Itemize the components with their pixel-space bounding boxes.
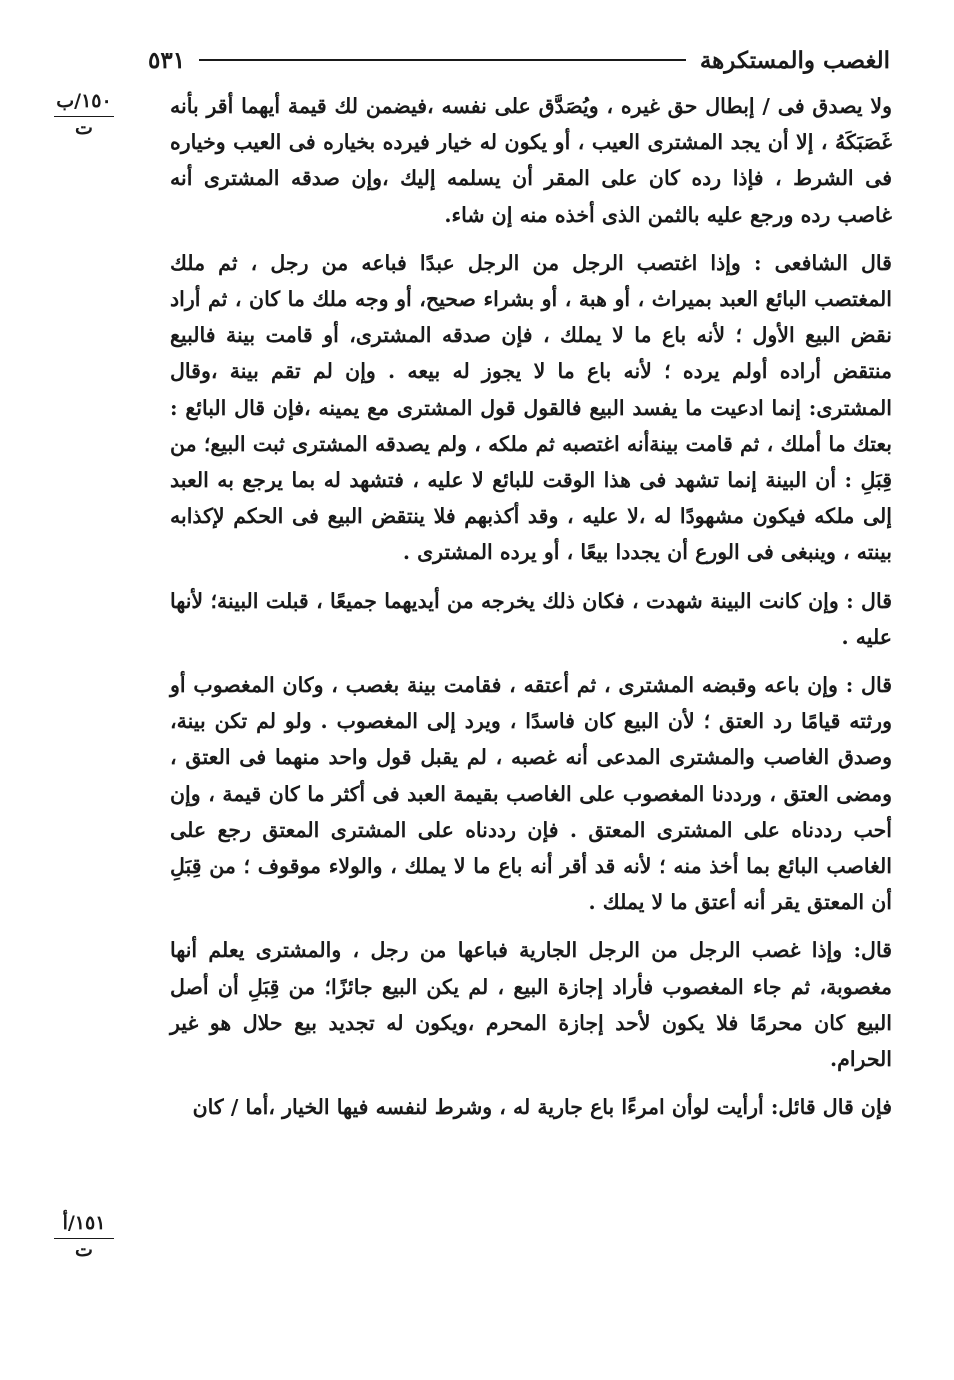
paragraph-lead: قال الشافعى : [753,250,892,275]
margin-folio-note [48,1214,120,1261]
running-header [148,40,890,80]
margin-folio-sub: ت [75,1238,93,1261]
paragraph-text: وإذا اغتصب الرجل من الرجل عبدًا فباعه من رجل ، ثم ملك المغتصب البائع العبد بميراث ، أو هبة ، أو بشراء صحيح، أو وجه ملك ما كان ، ثم أراد نقض البيع الأول ؛ لأنه باع ما لا يملك ، فإن صدقه المشترى، أو قامت بينة فالبيع منتقض أراده أولم يرده ؛ لأنه باع ما لا يجوز له بيعه . وإن لم تقم بينة ،وقال المشترى: إنما ادعيت ما يفسد البيع فالقول قول المشترى مع يمينه ،فإن قال البائع : بعتك ما أملك ، ثم قامت بينةأنه اغتصبه ثم ملكه ، ولم يصدقه المشترى ثبت البيع؛ من قِبَلِ : أن البينة إنما تشهد فى هذا الوقت للبائع لا عليه ، فتشهد له بما يرجع به العبد إلى ملكه فيكون مشهودًا له ،لا عليه ، وقد أكذبهم فلا ينتقض البيع فى الحكم لإكذابه بينته ، وينبغى فى الورع أن يجددا بيعًا ، أو يرده المشترى . [170,250,892,565]
paragraph-text: قال: وإذا غصب الرجل من الرجل الجارية فباعها من رجل ، والمشترى يعلم أنها مغصوبة، ثم جاء المغصوب فأراد إجازة البيع ، لم يكن البيع جائزًا؛ من قِبَلِ أن أصل البيع كان محرمًا فلا يكون لأحد إجازة المحرم ،ويكون له تجديد بيع حلال هو غير الحرام. [170,938,892,1072]
paragraph [170,667,892,920]
margin-folio-note [48,92,120,139]
main-text [170,88,892,1137]
paragraph [170,1089,892,1125]
paragraph-text: ولا يصدق فى / إبطال حق غيره ، ويُصَدَّق على نفسه ،فيضمن لك قيمة أيهما أقر بأنه غَصَبَكَهُ ، إلا أن يجد المشترى العيب ، أو يكون له خيار فيرده بخياره فى العيب وخياره فى الشرط ، فإذا رده كان على المقر أن يسلمه إليك ،وإن صدقه المشترى أنه غاصب رده ورجع عليه بالثمن الذى أخذه منه إن شاء. [170,94,892,227]
paragraph-text: قال : وإن كانت البينة شهدت ، فكان ذلك يخرجه من أيديهما جميعًا ، قبلت البينة؛ لأنها عليه . [170,588,892,649]
page-number: ٥٣١ [148,46,186,74]
paragraph [170,932,892,1077]
margin-folio-ref: ١٥١/أ [62,1212,106,1234]
chapter-title: الغصب والمستكرهة [699,46,890,74]
paragraph-text: فإن قال قائل: أرأيت لوأن امرءًا باع جارية له ، وشرط لنفسه فيها الخيار ،أما / كان [192,1095,892,1120]
margin-folio-sub: ت [75,116,93,139]
paragraph-text: قال : وإن باعه وقبضه المشترى ، ثم أعتقه ، فقامت بينة بغصب ، وكان المغصوب أو ورثته قيامًا رد العتق ؛ لأن البيع كان فاسدًا ، ويرد إلى المغصوب . ولو لم تكن بينة، وصدق الغاصب والمشترى المدعى أنه غصبه ، لم يقبل قول واحد منهما فى العتق ، ومضى العتق ، ورددنا المغصوب على الغاصب بقيمة العبد فى أكثر ما كان قيمة ، وإن أحب رددناه على المشترى المعتق . فإن رددناه على المشترى المعتق رجع على الغاصب البائع بما أخذ منه ؛ لأنه قد أقر أنه باع ما لا يملك ، والولاء موقوف ؛ من قِبَلِ أن المعتق يقر أنه أعتق ما لا يملك . [170,673,892,915]
paragraph [170,245,892,571]
header-rule [199,59,686,61]
paragraph [170,583,892,655]
margin-folio-ref: ١٥٠/ب [56,90,112,112]
paragraph [170,88,892,233]
